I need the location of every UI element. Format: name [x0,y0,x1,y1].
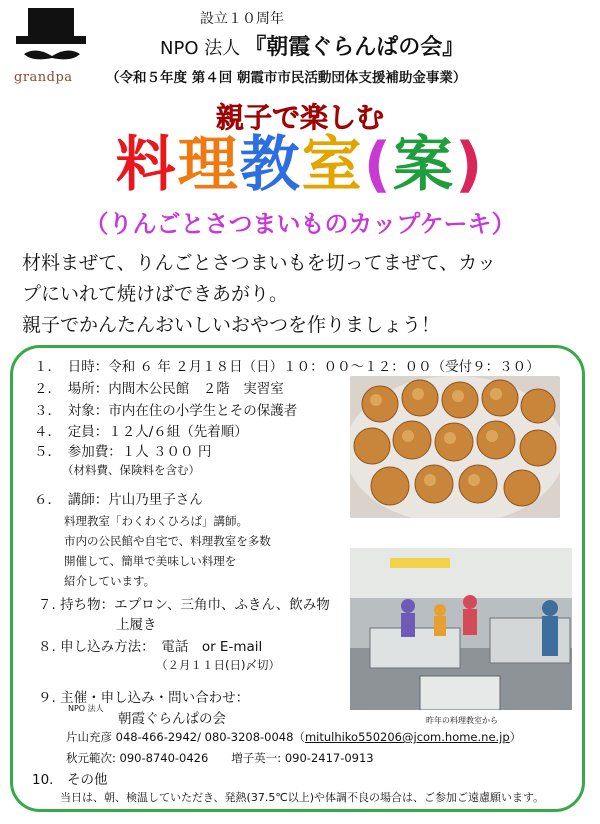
org-header [160,30,464,61]
title-char: ) [455,130,485,200]
instructor-bio: 開催して、簡単で美味しい料理を [64,554,237,568]
item-other: 10. その他 [32,772,108,788]
logo-text: grandpa [14,70,73,85]
item-capacity: ４． 定員：１２人/６組（先着順） [34,424,248,440]
item-contact: ９. 主催・申し込み・問い合わせ： [38,690,250,706]
title-char: 料 [115,130,178,200]
contact-npo: NPO 法人 [68,704,104,713]
item-bring-cont: 上履き [116,617,157,633]
lead-text [22,248,582,341]
cooking-class-photo [350,548,572,710]
apply-deadline: （２月１１日(日)〆切） [156,658,280,672]
email-link[interactable]: mitulhiko550206@jcom.home.ne.jp [304,730,510,744]
org-name: 『朝霞ぐらんぱの会』 [244,35,465,60]
item-bring: ７. 持ち物：エプロン、三角巾、ふきん、飲み物 [38,597,330,613]
anniversary-label: 設立１０周年 [200,11,284,27]
instructor-bio: 紹介しています。 [64,574,156,588]
title-char: 理 [177,130,240,200]
item-fee: ５． 参加費：１人 ３００ 円 [34,444,212,460]
page-title [0,130,600,200]
title-char: ( [363,130,393,200]
item-fee-note: （材料費、保険料を含む） [62,463,200,477]
item-apply: ８. 申し込み方法： 電話 or E-mail [38,639,263,655]
item-datetime: １． 日時：令和 ６ 年 ２月１８日（日）１０：００～１２：００（受付９：３０） [34,359,540,375]
instructor-bio: 市内の公民館や自宅で、料理教室を多数 [64,534,271,548]
photo-caption: 昨年の料理教室から [426,716,498,725]
lead-line: 材料まぜて、りんごとさつまいもを切ってまぜて、カッ [22,252,497,274]
title-char: 案 [393,130,455,200]
title-char: 教 [239,130,302,200]
other-note: 当日は、朝、検温していただき、発熱(37.5℃以上)や体調不良の場合は、ご参加ご遠慮願います。 [60,791,545,804]
instructor-bio: 料理教室「わくわくひろば」講師。 [64,514,248,528]
subtitle: 親子で楽しむ [215,101,384,134]
cupcakes-photo [350,376,560,518]
contact-others: 秋元範次: 090-8740-0426 増子英一: 090-2417-0913 [66,751,374,765]
contact-katayama [66,729,521,745]
item-place: ２． 場所：内間木公民館 ２階 実習室 [34,381,284,397]
item-target: ３． 対象：市内在住の小学生とその保護者 [34,403,298,419]
npo-label: NPO 法人 [160,38,241,59]
lead-line: 親子でかんたんおいしいおやつを作りましょう！ [22,314,441,336]
menu-name: （りんごとさつまいものカップケーキ） [84,210,516,238]
contact-phone: 片山充彦 048-466-2942/ 080-3208-0048（ [66,730,305,744]
contact-org: 朝霞ぐらんぱの会 [118,711,226,727]
grant-label: （令和５年度 第４回 朝霞市市民活動団体支援補助金事業） [106,70,467,86]
title-char: 室 [301,130,364,200]
item-instructor: ６． 講師：片山乃里子さん [34,492,203,508]
lead-line: プにいれて焼けばできあがり。 [22,283,289,305]
contact-close: ） [509,730,522,744]
